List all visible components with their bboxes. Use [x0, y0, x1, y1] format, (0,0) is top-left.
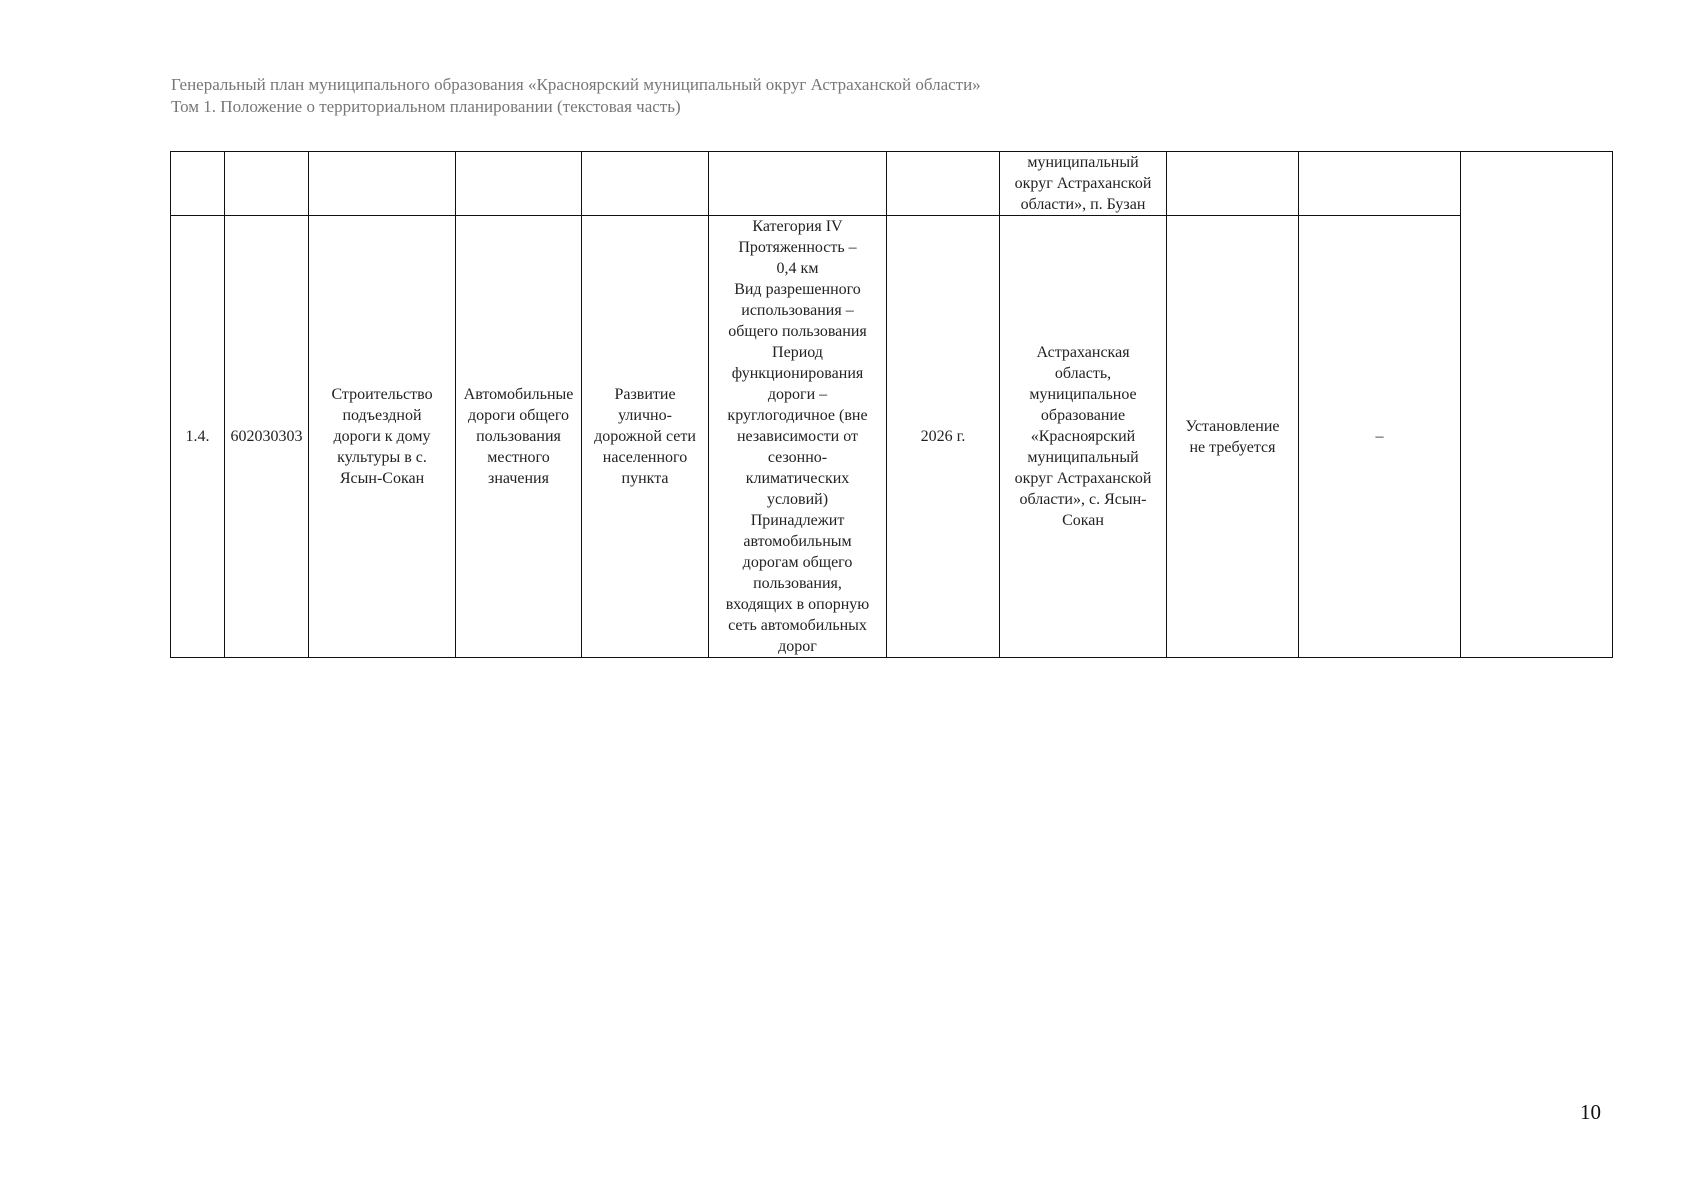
cell-location-continued: муниципальный округ Астраханской области», п. Бузан: [1000, 152, 1167, 216]
cell-empty: [887, 152, 1000, 216]
cell-year: 2026 г.: [887, 216, 1000, 658]
cell-code: 602030303: [225, 216, 309, 658]
cell-empty: [1299, 152, 1461, 216]
cell-empty: [709, 152, 887, 216]
cell-purpose: Развитие улично- дорожной сети населенного пункта: [582, 216, 709, 658]
cell-empty: [1167, 152, 1299, 216]
cell-zones: Установление не требуется: [1167, 216, 1299, 658]
table-row: [171, 216, 1613, 658]
cell-location: Астраханская область, муниципальное образование «Красноярский муниципальный округ Астраханской области», с. Ясын- Сокан: [1000, 216, 1167, 658]
header-line-1: Генеральный план муниципального образования «Красноярский муниципальный округ Астраханской области»: [171, 75, 981, 94]
cell-characteristics: Категория IV Протяженность – 0,4 км Вид разрешенного использования – общего пользования Период функционирования дороги – круглогодичное (вне независимости от сезонно- климатических условий) Принадлежит автомобильным дорогам общего пользования, входящих в опорную сеть автомобильных дорог: [709, 216, 887, 658]
cell-empty: [309, 152, 456, 216]
header-line-2: Том 1. Положение о территориальном планировании (текстовая часть): [171, 97, 681, 116]
page-number: 10: [1580, 1100, 1601, 1124]
cell-empty: [456, 152, 582, 216]
cell-impact: –: [1299, 216, 1461, 658]
cell-object-name: Строительство подъездной дороги к дому культуры в с. Ясын-Сокан: [309, 216, 456, 658]
cell-object-type: Автомобильные дороги общего пользования местного значения: [456, 216, 582, 658]
cell-empty: [225, 152, 309, 216]
cell-empty: [171, 152, 225, 216]
cell-note: [1461, 152, 1613, 658]
table-row-continuation: [171, 152, 1613, 216]
cell-empty: [582, 152, 709, 216]
planning-table: [170, 151, 1613, 658]
cell-number: 1.4.: [171, 216, 225, 658]
document-header: [171, 74, 981, 118]
